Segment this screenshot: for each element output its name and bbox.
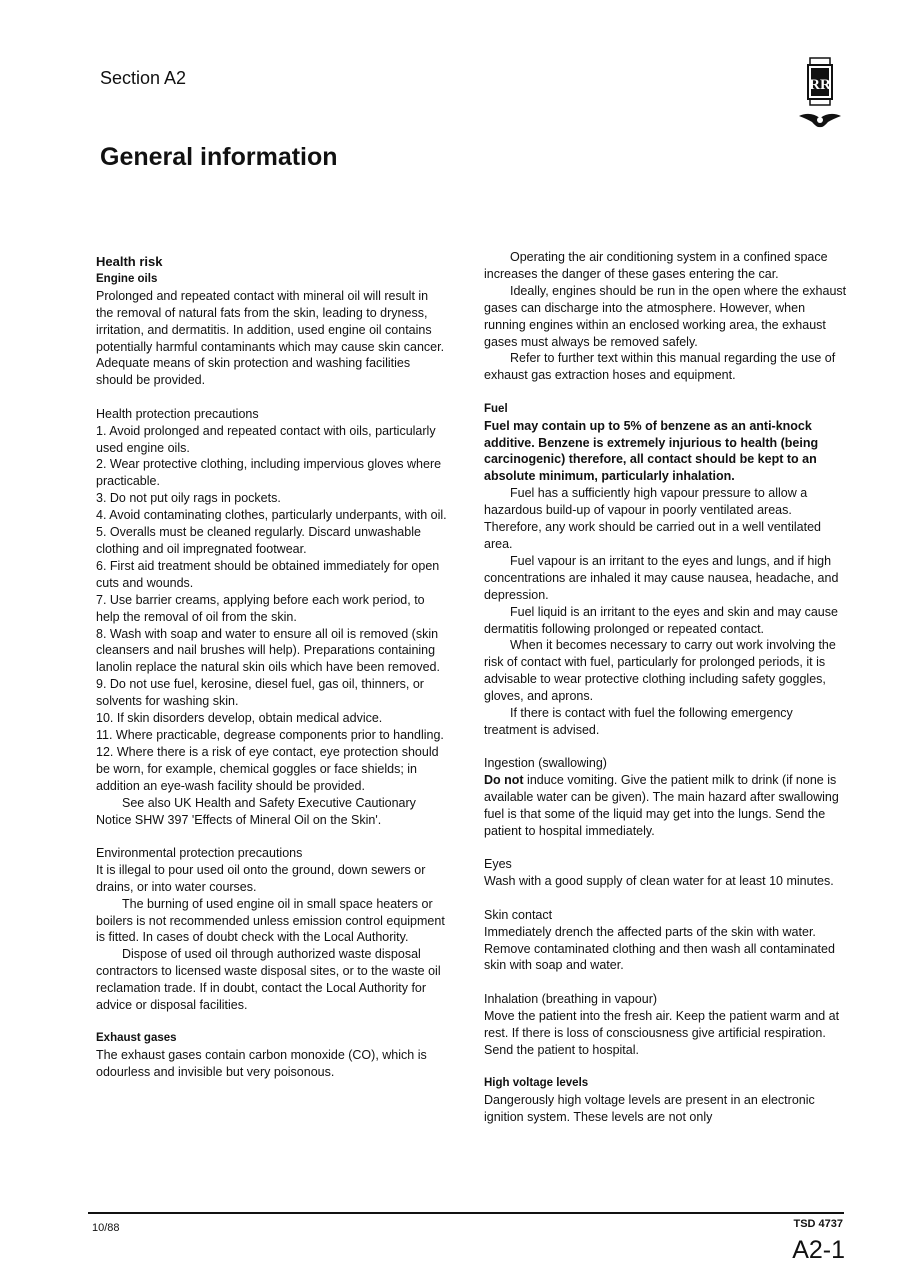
right-column xyxy=(484,249,848,1126)
page-number: A2-1 xyxy=(792,1236,845,1264)
fuel-paragraph: Fuel has a sufficiently high vapour pressure to allow a hazardous build-up of vapour in poorly ventilated areas. Therefore, any work should be carried out in a well ventilated area. xyxy=(484,486,821,551)
precaution-item: 8. Wash with soap and water to ensure all oil is removed (skin cleansers and nail brushes will help). Preparations containing lanolin replace the natural skin oils which have been removed. xyxy=(96,626,440,675)
precaution-item: 10. If skin disorders develop, obtain medical advice. xyxy=(96,711,383,726)
precaution-item: 7. Use barrier creams, applying before each work period, to help the removal of oil from the skin. xyxy=(96,592,425,624)
env-paragraph: Dispose of used oil through authorized waste disposal contractors to licensed waste disposal sites, or to the waste oil reclamation trade. If in doubt, contact the Local Authority for advice or disposal facilities. xyxy=(96,947,441,1013)
precaution-item: 2. Wear protective clothing, including impervious gloves where practicable. xyxy=(96,457,442,489)
exhaust-heading: Exhaust gases xyxy=(96,1032,177,1045)
env-heading: Environmental protection precautions xyxy=(96,845,303,860)
fuel-paragraph: Fuel liquid is an irritant to the eyes and skin and may cause dermatitis following prolonged or repeated contact. xyxy=(484,604,838,636)
page-title: General information xyxy=(100,143,338,171)
precaution-item: 3. Do not put oily rags in pockets. xyxy=(96,491,281,506)
precaution-item: 5. Overalls must be cleaned regularly. Discard unwashable clothing and oil impregnated footwear. xyxy=(96,525,421,556)
exhaust-paragraph: Refer to further text within this manual regarding the use of exhaust gas extraction hoses and equipment. xyxy=(484,351,836,383)
left-column xyxy=(96,254,448,1081)
eyes-heading: Eyes xyxy=(484,857,512,872)
health-risk-heading: Health risk xyxy=(96,254,163,269)
precaution-item: 12. Where there is a risk of eye contact, eye protection should be worn, for example, chemical goggles or face shields; in addition an eye-wash facility should be provided. xyxy=(96,744,439,793)
see-also-note: See also UK Health and Safety Executive Cautionary Notice SHW 397 'Effects of Mineral Oil on the Skin'. xyxy=(96,795,416,827)
fuel-paragraph: Fuel vapour is an irritant to the eyes and lungs, and if high concentrations are inhaled it may cause nausea, headache, and depression. xyxy=(484,553,839,602)
precaution-item: 6. First aid treatment should be obtained immediately for open cuts and wounds. xyxy=(96,558,440,590)
rolls-royce-logo xyxy=(795,56,845,132)
engine-oils-heading: Engine oils xyxy=(96,272,158,285)
exhaust-paragraph: Ideally, engines should be run in the open where the exhaust gases can discharge into the atmosphere. However, when running engines within an enclosed working area, the exhaust gases must always be removed safely. xyxy=(484,283,847,349)
env-paragraph: It is illegal to pour used oil onto the ground, down sewers or drains, or into water courses. xyxy=(96,862,426,894)
exhaust-paragraph: The exhaust gases contain carbon monoxide (CO), which is odourless and invisible but very poisonous. xyxy=(96,1048,427,1080)
fuel-paragraph: When it becomes necessary to carry out work involving the risk of contact with fuel, particularly for prolonged periods, it is advisable to wear protective clothing including safety goggles, gloves, and aprons. xyxy=(484,638,836,704)
eyes-paragraph: Wash with a good supply of clean water for at least 10 minutes. xyxy=(484,874,834,889)
fuel-warning: Fuel may contain up to 5% of benzene as an anti-knock additive. Benzene is extremely injurious to health (being carcinogenic) therefore, all contact should be kept to an absolute minimum, particularly inhalation. xyxy=(484,418,819,484)
skin-heading: Skin contact xyxy=(484,907,553,922)
high-voltage-heading: High voltage levels xyxy=(484,1076,589,1089)
precaution-item: 4. Avoid contaminating clothes, particularly underpants, with oil. xyxy=(96,508,447,523)
section-label: Section A2 xyxy=(100,68,187,88)
high-voltage-paragraph: Dangerously high voltage levels are present in an electronic ignition system. These levels are not only xyxy=(484,1092,815,1124)
precautions-heading: Health protection precautions xyxy=(96,406,259,421)
engine-oils-body: Prolonged and repeated contact with mineral oil will result in the removal of natural fats from the skin, leading to dryness, irritation, and dermatitis. In addition, used engine oil contains potentially harmful contaminants which may cause skin cancer. Adequate means of skin protection and washing facilities should be provided. xyxy=(96,288,445,388)
ingestion-body: induce vomiting. Give the patient milk to drink (if none is available water can be given). The main hazard after swallowing fuel is that some of the liquid may get into the lungs. Send the patient to hospital immediately. xyxy=(484,773,839,838)
exhaust-paragraph: Operating the air conditioning system in a confined space increases the danger of these gases entering the car. xyxy=(484,250,828,281)
inhalation-paragraph: Move the patient into the fresh air. Keep the patient warm and at rest. If there is loss of consciousness give artificial respiration. Send the patient to hospital. xyxy=(484,1008,840,1057)
fuel-heading: Fuel xyxy=(484,402,508,415)
precaution-item: 11. Where practicable, degrease components prior to handling. xyxy=(96,727,444,742)
ingestion-heading: Ingestion (swallowing) xyxy=(484,756,607,771)
ingestion-paragraph xyxy=(484,772,848,840)
precaution-item: 1. Avoid prolonged and repeated contact with oils, particularly used engine oils. xyxy=(96,423,436,455)
footer-reference: TSD 4737 xyxy=(793,1218,843,1230)
logo-monogram: RR xyxy=(809,77,831,93)
ingestion-do-not: Do not xyxy=(484,773,524,788)
footer-date: 10/88 xyxy=(92,1222,120,1234)
inhalation-heading: Inhalation (breathing in vapour) xyxy=(484,991,658,1006)
precaution-item: 9. Do not use fuel, kerosine, diesel fuel, gas oil, thinners, or solvents for washing skin. xyxy=(96,677,424,709)
skin-paragraph: Immediately drench the affected parts of the skin with water. Remove contaminated clothing and then wash all contaminated skin with soap and water. xyxy=(484,924,835,973)
fuel-paragraph: If there is contact with fuel the following emergency treatment is advised. xyxy=(484,706,793,737)
env-paragraph: The burning of used engine oil in small space heaters or boilers is not recommended unless emission control equipment is fitted. In cases of doubt check with the Local Authority. xyxy=(96,896,445,945)
footer-rule xyxy=(88,1212,844,1214)
